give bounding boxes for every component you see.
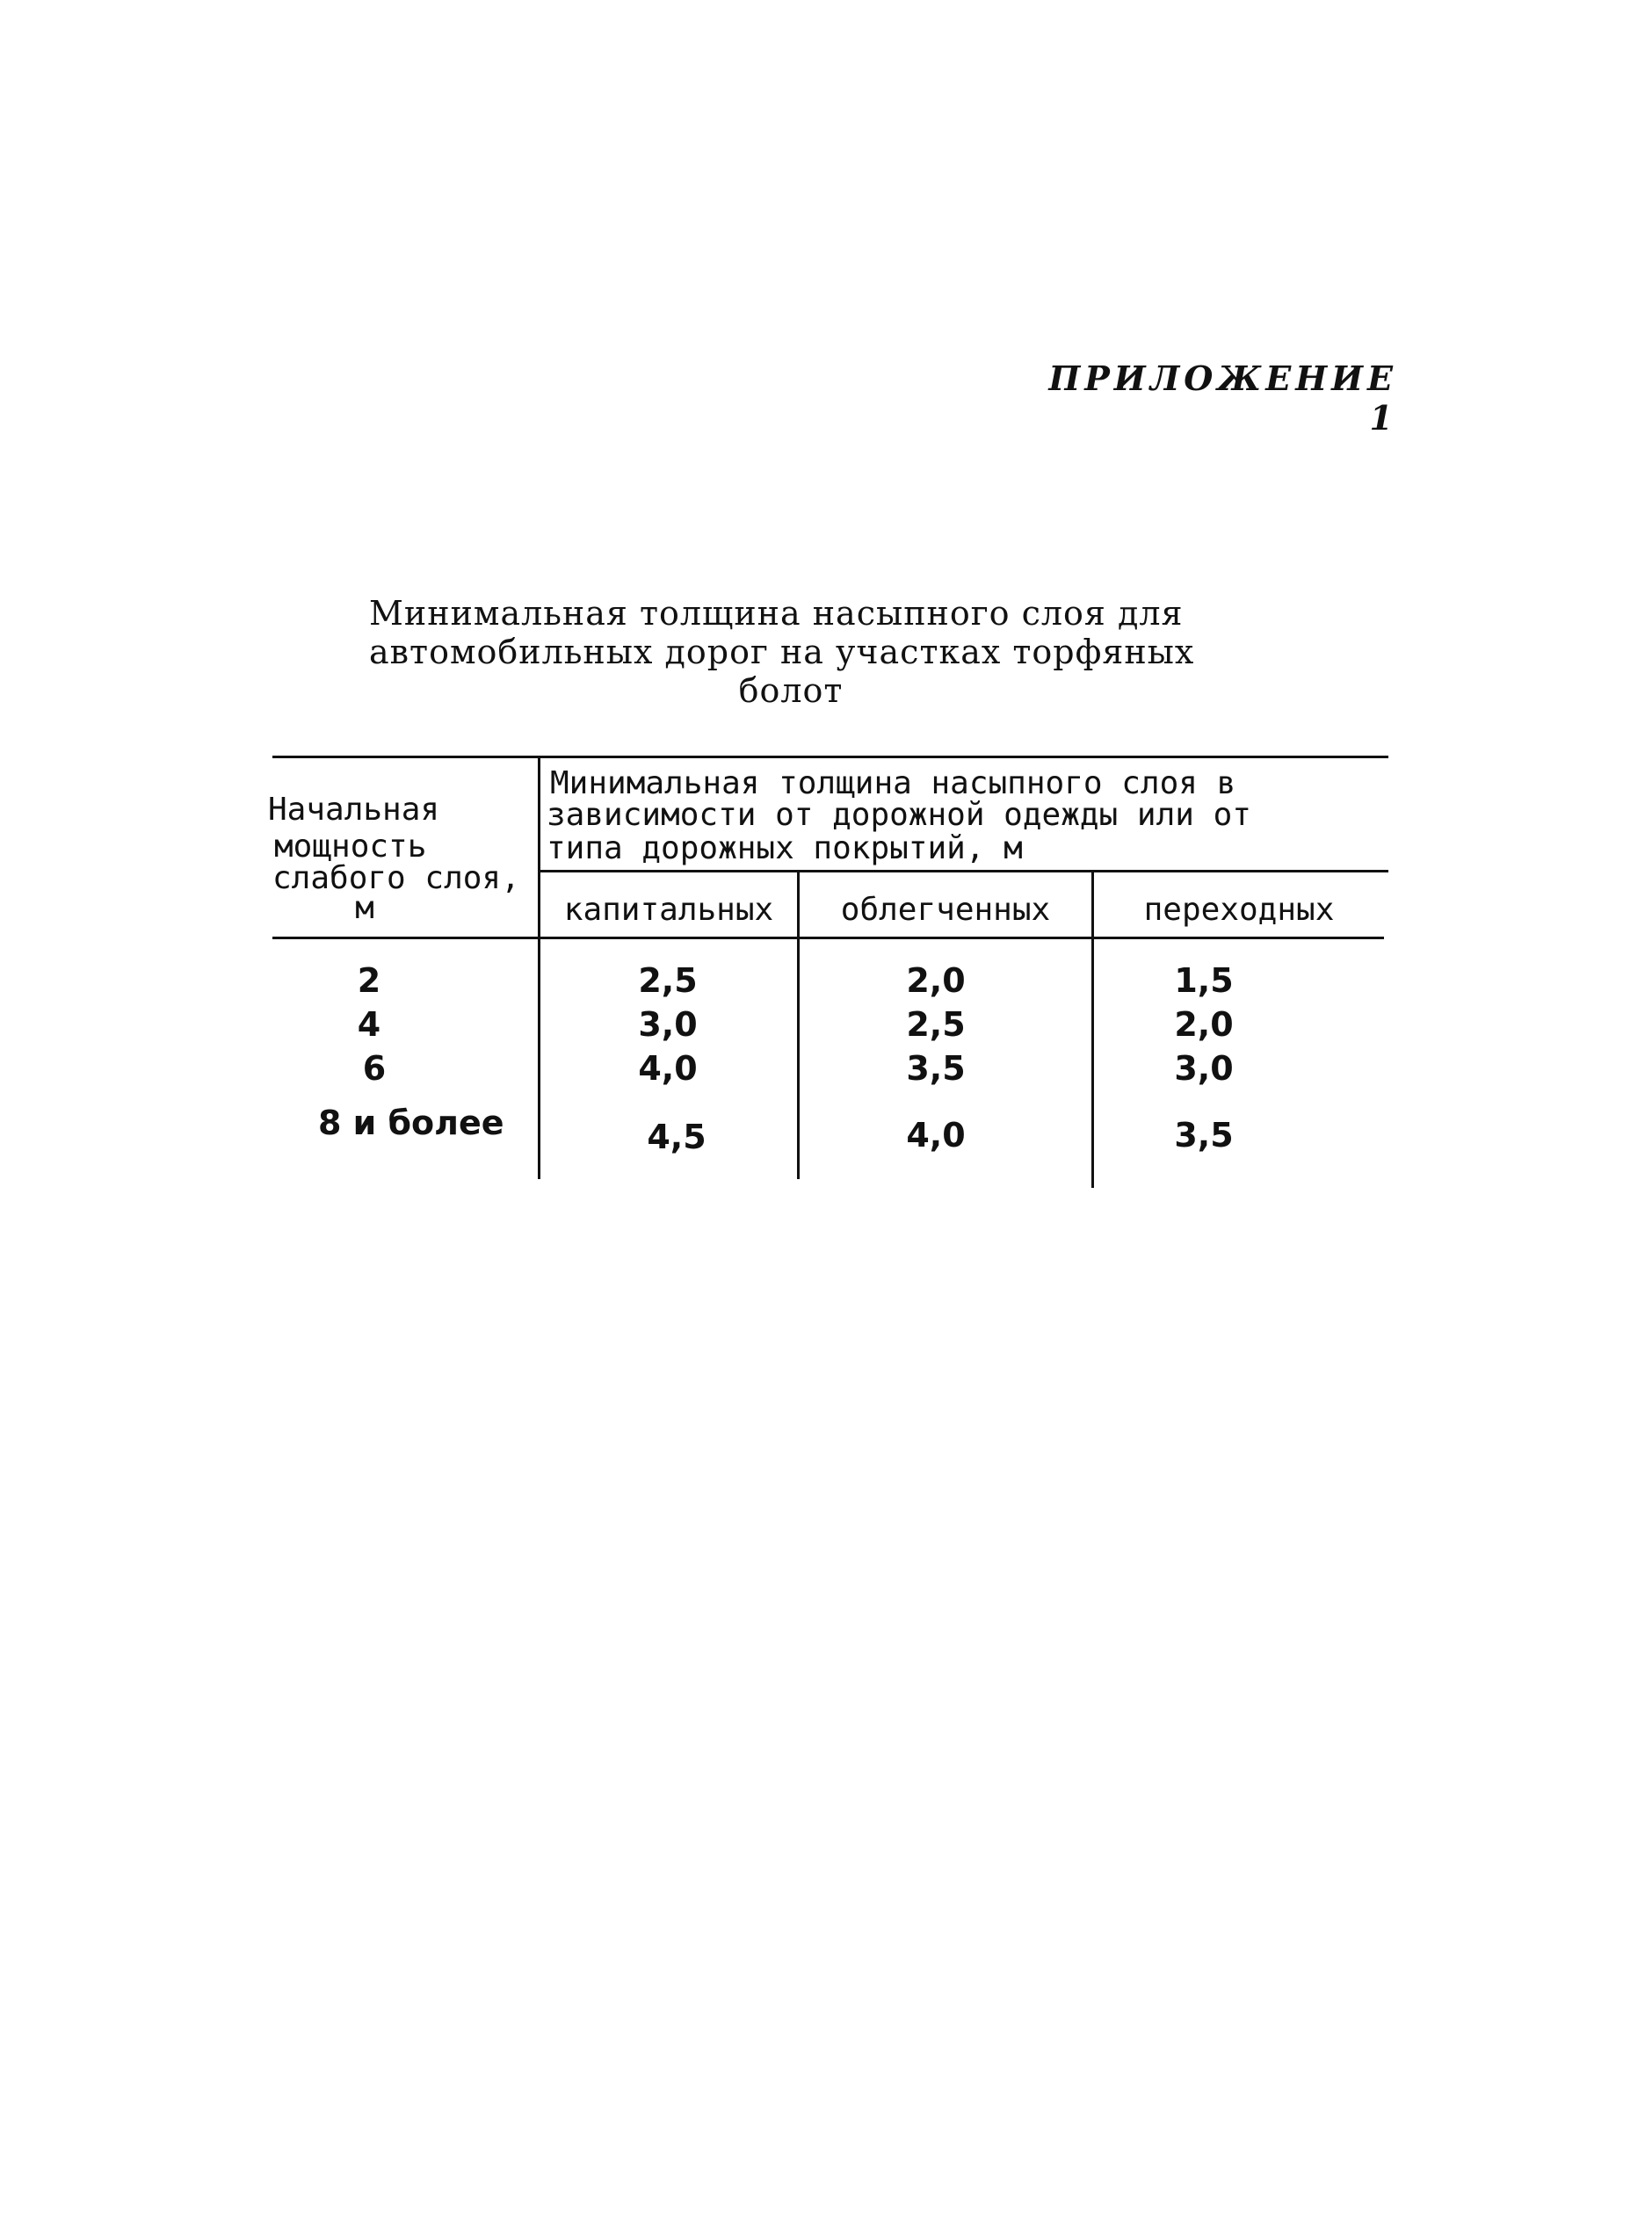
column-divider-1: [538, 757, 540, 1179]
column-header-transitional: переходных: [1143, 892, 1335, 928]
row-header-line-4: м: [355, 890, 374, 926]
title-line-3: болот: [738, 671, 844, 710]
group-header-line-1: Минимальная толщина насыпного слоя в: [550, 765, 1236, 801]
row-header-line-1: Начальная: [268, 792, 440, 828]
title-line-1: Минимальная толщина насыпного слоя для: [369, 594, 1184, 633]
row-1-capital: 2,5: [638, 961, 698, 1000]
row-4-thickness: 8 и более: [318, 1104, 504, 1142]
row-2-lightweight: 2,5: [906, 1005, 966, 1044]
row-3-lightweight: 3,5: [906, 1049, 966, 1088]
row-3-transitional: 3,0: [1174, 1049, 1234, 1088]
subheader-rule: [540, 870, 1388, 872]
column-header-lightweight: облегченных: [840, 892, 1051, 928]
row-3-capital: 4,0: [638, 1049, 698, 1088]
row-2-capital: 3,0: [638, 1005, 698, 1044]
row-4-capital: 4,5: [647, 1118, 706, 1156]
row-2-thickness: 4: [357, 1005, 381, 1044]
row-1-thickness: 2: [357, 961, 381, 1000]
row-header-line-3: слабого слоя,: [272, 860, 520, 896]
row-4-transitional: 3,5: [1174, 1116, 1234, 1155]
row-3-thickness: 6: [362, 1049, 387, 1088]
row-header-line-2: мощность: [274, 829, 427, 865]
group-header-line-2: зависимости от дорожной одежды или от: [547, 797, 1251, 833]
group-header-line-3: типа дорожных покрытий, м: [547, 830, 1023, 866]
row-1-transitional: 1,5: [1174, 961, 1234, 1000]
table-top-rule: [272, 756, 1388, 758]
row-4-lightweight: 4,0: [906, 1116, 966, 1155]
column-header-capital: капитальных: [563, 892, 774, 928]
header-bottom-rule: [272, 937, 1384, 939]
row-2-transitional: 2,0: [1174, 1005, 1234, 1044]
row-1-lightweight: 2,0: [906, 961, 966, 1000]
appendix-label: ПРИЛОЖЕНИЕ 1: [1048, 358, 1397, 438]
title-line-2: автомобильных дорог на участках торфяных: [369, 633, 1195, 671]
